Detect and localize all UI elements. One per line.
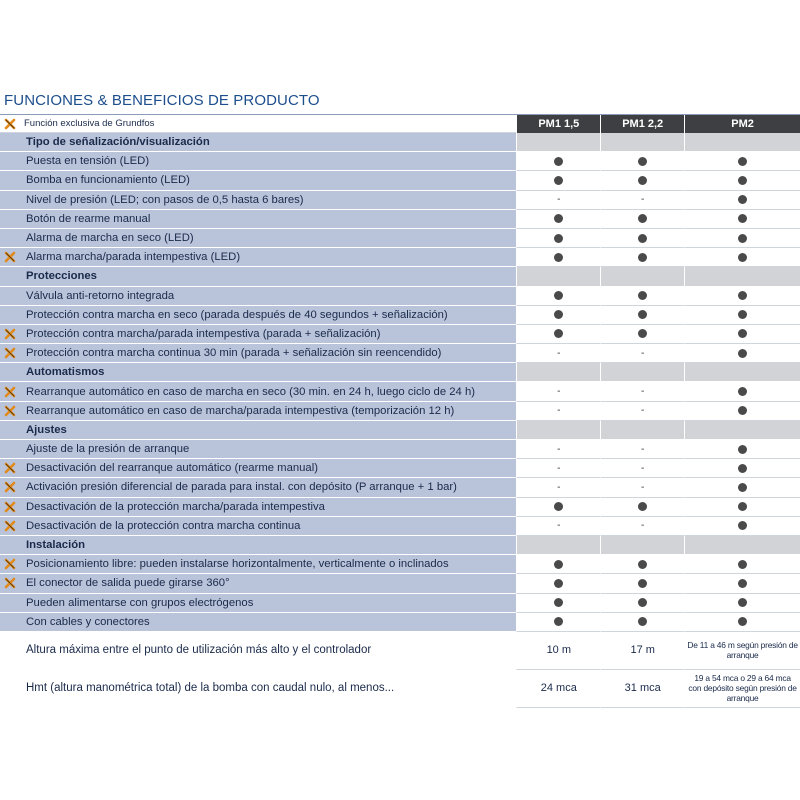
- value-cell: [684, 574, 800, 593]
- value-cell: [516, 133, 600, 152]
- value-cell: [684, 152, 800, 171]
- table-row: [0, 555, 800, 574]
- feature-label: Protecciones: [26, 270, 97, 283]
- value-cell: [600, 498, 684, 517]
- feature-label: Pueden alimentarse con grupos electrógenos: [26, 596, 254, 609]
- filled-dot-icon: [738, 349, 747, 358]
- table-row: [0, 344, 800, 363]
- feature-label: Activación presión diferencial de parada para instal. con depósito (P arranque + 1 bar): [26, 481, 457, 494]
- feature-cell: [0, 382, 516, 401]
- value-cell: [600, 402, 684, 421]
- value-cell: [600, 613, 684, 632]
- filled-dot-icon: [738, 310, 747, 319]
- x-mark-icon: [4, 328, 16, 340]
- mark-slot: [4, 328, 26, 340]
- value-text: 31 mca: [624, 682, 661, 695]
- value-cell: [600, 421, 684, 440]
- value-cell: [516, 574, 600, 593]
- legend-text: Función exclusiva de Grundfos: [24, 118, 155, 129]
- dash-value: -: [557, 520, 561, 532]
- table-row: [0, 248, 800, 267]
- table-row: [0, 229, 800, 248]
- filled-dot-icon: [638, 329, 647, 338]
- value-text: 19 a 54 mca o 29 a 64 mca con depósito según presión de arranque: [688, 673, 797, 704]
- section-title: [0, 133, 516, 152]
- value-cell: [600, 670, 684, 708]
- value-cell: [600, 191, 684, 210]
- dash-value: -: [641, 462, 645, 474]
- table-row: [0, 517, 800, 536]
- x-mark-icon: [4, 251, 16, 263]
- value-cell: [600, 574, 684, 593]
- value-cell: [516, 191, 600, 210]
- value-cell: [516, 152, 600, 171]
- table-row: [0, 210, 800, 229]
- dash-value: -: [557, 347, 561, 359]
- filled-dot-icon: [638, 579, 647, 588]
- filled-dot-icon: [554, 560, 563, 569]
- feature-cell: [0, 306, 516, 325]
- table-row: [0, 574, 800, 593]
- value-cell: [684, 478, 800, 497]
- filled-dot-icon: [554, 617, 563, 626]
- feature-label: Válvula anti-retorno integrada: [26, 289, 175, 302]
- feature-label: Con cables y conectores: [26, 615, 150, 628]
- section-row: [0, 363, 800, 382]
- section-row: [0, 536, 800, 555]
- value-cell: [684, 536, 800, 555]
- filled-dot-icon: [554, 234, 563, 243]
- mark-slot: [4, 386, 26, 398]
- feature-label: Alarma marcha/parada intempestiva (LED): [26, 251, 241, 264]
- value-cell: [600, 229, 684, 248]
- filled-dot-icon: [554, 253, 563, 262]
- filled-dot-icon: [638, 157, 647, 166]
- feature-cell: [0, 229, 516, 248]
- feature-cell: [0, 171, 516, 190]
- value-cell: [684, 440, 800, 459]
- column-header-pm1-15: PM1 1,5: [516, 115, 600, 133]
- value-cell: [516, 248, 600, 267]
- dash-value: -: [641, 520, 645, 532]
- value-text: 10 m: [546, 644, 572, 657]
- value-cell: [600, 594, 684, 613]
- feature-cell: [0, 594, 516, 613]
- feature-cell: [0, 152, 516, 171]
- value-cell: [684, 670, 800, 708]
- value-cell: [684, 632, 800, 670]
- feature-label: Nivel de presión (LED; con pasos de 0,5 hasta 6 bares): [26, 193, 304, 206]
- x-mark-icon: [4, 481, 16, 493]
- table-row: [0, 191, 800, 210]
- filled-dot-icon: [738, 502, 747, 511]
- table-row: [0, 287, 800, 306]
- dash-value: -: [641, 194, 645, 206]
- feature-cell: [0, 574, 516, 593]
- column-header-pm1-22: PM1 2,2: [600, 115, 684, 133]
- filled-dot-icon: [554, 176, 563, 185]
- value-cell: [684, 210, 800, 229]
- value-cell: [600, 459, 684, 478]
- value-cell: [684, 613, 800, 632]
- value-cell: [516, 440, 600, 459]
- mark-slot: [4, 520, 26, 532]
- filled-dot-icon: [554, 157, 563, 166]
- value-cell: [684, 229, 800, 248]
- value-cell: [516, 670, 600, 708]
- filled-dot-icon: [554, 329, 563, 338]
- value-cell: [684, 363, 800, 382]
- feature-label: Altura máxima entre el punto de utilización más alto y el controlador: [26, 644, 372, 657]
- value-cell: [600, 267, 684, 286]
- filled-dot-icon: [638, 617, 647, 626]
- table-row: [0, 459, 800, 478]
- value-cell: [600, 152, 684, 171]
- value-cell: [516, 478, 600, 497]
- table-row: [0, 670, 800, 708]
- value-cell: [516, 325, 600, 344]
- mark-slot: [4, 558, 26, 570]
- feature-label: Protección contra marcha/parada intempestiva (parada + señalización): [26, 327, 381, 340]
- value-cell: [516, 210, 600, 229]
- feature-label: Ajuste de la presión de arranque: [26, 443, 190, 456]
- feature-label: Tipo de señalización/visualización: [26, 136, 210, 149]
- feature-label: Instalación: [26, 539, 86, 552]
- filled-dot-icon: [638, 560, 647, 569]
- feature-cell: [0, 555, 516, 574]
- x-mark-icon: [4, 577, 16, 589]
- value-cell: [516, 382, 600, 401]
- value-cell: [684, 594, 800, 613]
- filled-dot-icon: [738, 464, 747, 473]
- value-cell: [600, 517, 684, 536]
- feature-cell: [0, 440, 516, 459]
- filled-dot-icon: [738, 617, 747, 626]
- filled-dot-icon: [738, 445, 747, 454]
- feature-label: Rearranque automático en caso de marcha/parada intempestiva (temporización 12 h): [26, 404, 455, 417]
- feature-cell: [0, 210, 516, 229]
- filled-dot-icon: [554, 310, 563, 319]
- x-mark-icon: [4, 386, 16, 398]
- feature-cell: [0, 632, 516, 670]
- value-cell: [516, 498, 600, 517]
- value-cell: [516, 421, 600, 440]
- filled-dot-icon: [738, 598, 747, 607]
- value-cell: [516, 536, 600, 555]
- value-text: De 11 a 46 m según presión de arranque: [687, 640, 798, 661]
- section-row: [0, 133, 800, 152]
- feature-label: Protección contra marcha en seco (parada después de 40 segundos + señalización): [26, 308, 448, 321]
- feature-label: Botón de rearme manual: [26, 212, 151, 225]
- filled-dot-icon: [738, 253, 747, 262]
- feature-cell: [0, 613, 516, 632]
- feature-label: Puesta en tensión (LED): [26, 155, 150, 168]
- dash-value: -: [641, 481, 645, 493]
- value-cell: [516, 287, 600, 306]
- value-cell: [600, 133, 684, 152]
- value-cell: [684, 133, 800, 152]
- value-cell: [600, 210, 684, 229]
- filled-dot-icon: [554, 579, 563, 588]
- dash-value: -: [557, 194, 561, 206]
- page-title: FUNCIONES & BENEFICIOS DE PRODUCTO: [4, 92, 320, 109]
- feature-cell: [0, 498, 516, 517]
- mark-slot: [4, 347, 26, 359]
- filled-dot-icon: [638, 502, 647, 511]
- feature-label: Posicionamiento libre: pueden instalarse horizontalmente, verticalmente o inclinados: [26, 558, 449, 571]
- mark-slot: [4, 481, 26, 493]
- filled-dot-icon: [554, 598, 563, 607]
- filled-dot-icon: [738, 579, 747, 588]
- table-row: [0, 382, 800, 401]
- value-cell: [684, 248, 800, 267]
- value-cell: [600, 440, 684, 459]
- feature-label: Ajustes: [26, 423, 67, 436]
- value-cell: [600, 478, 684, 497]
- feature-cell: [0, 287, 516, 306]
- dash-value: -: [557, 443, 561, 455]
- feature-label: Protección contra marcha continua 30 min (parada + señalización sin reencendido): [26, 347, 442, 360]
- value-text: 17 m: [630, 644, 655, 657]
- value-cell: [684, 382, 800, 401]
- section-row: [0, 267, 800, 286]
- feature-cell: [0, 478, 516, 497]
- table-row: [0, 402, 800, 421]
- value-cell: [516, 363, 600, 382]
- filled-dot-icon: [738, 234, 747, 243]
- table-row: [0, 594, 800, 613]
- value-cell: [600, 382, 684, 401]
- value-cell: [516, 229, 600, 248]
- feature-label: El conector de salida puede girarse 360°: [26, 577, 230, 590]
- table-row: [0, 632, 800, 670]
- value-cell: [600, 363, 684, 382]
- filled-dot-icon: [738, 560, 747, 569]
- legend-row: [0, 115, 800, 133]
- value-cell: [684, 287, 800, 306]
- filled-dot-icon: [738, 329, 747, 338]
- x-mark-icon: [4, 405, 16, 417]
- legend-cell: [0, 115, 516, 133]
- value-cell: [600, 325, 684, 344]
- filled-dot-icon: [738, 483, 747, 492]
- feature-cell: [0, 344, 516, 363]
- dash-value: -: [641, 405, 645, 417]
- feature-cell: [0, 459, 516, 478]
- value-cell: [516, 267, 600, 286]
- mark-slot: [4, 251, 26, 263]
- legend-mark-slot: [4, 118, 24, 130]
- filled-dot-icon: [738, 195, 747, 204]
- table-row: [0, 440, 800, 459]
- column-header-pm2: PM2: [684, 115, 800, 133]
- value-cell: [516, 344, 600, 363]
- filled-dot-icon: [638, 253, 647, 262]
- filled-dot-icon: [638, 234, 647, 243]
- dash-value: -: [557, 386, 561, 398]
- value-cell: [684, 325, 800, 344]
- filled-dot-icon: [554, 214, 563, 223]
- section-title: [0, 267, 516, 286]
- filled-dot-icon: [638, 214, 647, 223]
- feature-cell: [0, 670, 516, 708]
- value-cell: [684, 344, 800, 363]
- value-cell: [516, 594, 600, 613]
- value-cell: [600, 536, 684, 555]
- filled-dot-icon: [554, 502, 563, 511]
- feature-label: Desactivación de la protección marcha/parada intempestiva: [26, 500, 325, 513]
- table-row: [0, 306, 800, 325]
- value-cell: [516, 632, 600, 670]
- value-cell: [516, 459, 600, 478]
- feature-label: Desactivación de la protección contra marcha continua: [26, 519, 301, 532]
- value-cell: [516, 517, 600, 536]
- x-mark-icon: [4, 347, 16, 359]
- value-cell: [600, 555, 684, 574]
- filled-dot-icon: [738, 406, 747, 415]
- features-table: [0, 115, 800, 708]
- value-text: 24 mca: [540, 682, 577, 695]
- feature-cell: [0, 402, 516, 421]
- feature-cell: [0, 517, 516, 536]
- filled-dot-icon: [638, 291, 647, 300]
- value-cell: [516, 171, 600, 190]
- x-mark-icon: [4, 501, 16, 513]
- filled-dot-icon: [738, 214, 747, 223]
- mark-slot: [4, 501, 26, 513]
- x-mark-icon: [4, 462, 16, 474]
- dash-value: -: [557, 462, 561, 474]
- feature-label: Automatismos: [26, 366, 105, 379]
- mark-slot: [4, 405, 26, 417]
- value-cell: [684, 402, 800, 421]
- value-cell: [684, 421, 800, 440]
- section-row: [0, 421, 800, 440]
- filled-dot-icon: [738, 291, 747, 300]
- filled-dot-icon: [738, 157, 747, 166]
- filled-dot-icon: [638, 176, 647, 185]
- mark-slot: [4, 462, 26, 474]
- value-cell: [516, 555, 600, 574]
- value-cell: [600, 632, 684, 670]
- feature-label: Bomba en funcionamiento (LED): [26, 174, 190, 187]
- value-cell: [684, 267, 800, 286]
- value-cell: [516, 306, 600, 325]
- table-row: [0, 152, 800, 171]
- section-title: [0, 536, 516, 555]
- filled-dot-icon: [738, 176, 747, 185]
- value-cell: [684, 555, 800, 574]
- value-cell: [600, 248, 684, 267]
- value-cell: [600, 344, 684, 363]
- feature-label: Hmt (altura manométrica total) de la bomba con caudal nulo, al menos...: [26, 682, 395, 695]
- dash-value: -: [641, 443, 645, 455]
- value-cell: [600, 171, 684, 190]
- value-cell: [684, 191, 800, 210]
- value-cell: [516, 402, 600, 421]
- feature-cell: [0, 248, 516, 267]
- dash-value: -: [641, 386, 645, 398]
- value-cell: [684, 498, 800, 517]
- table-row: [0, 498, 800, 517]
- section-title: [0, 421, 516, 440]
- dash-value: -: [641, 347, 645, 359]
- x-mark-icon: [4, 558, 16, 570]
- value-cell: [684, 171, 800, 190]
- feature-cell: [0, 325, 516, 344]
- table-body: [0, 133, 800, 708]
- table-row: [0, 325, 800, 344]
- feature-label: Rearranque automático en caso de marcha en seco (30 min. en 24 h, luego ciclo de 24 h): [26, 385, 476, 398]
- value-cell: [684, 459, 800, 478]
- filled-dot-icon: [738, 387, 747, 396]
- table-row: [0, 613, 800, 632]
- dash-value: -: [557, 405, 561, 417]
- section-title: [0, 363, 516, 382]
- table-row: [0, 478, 800, 497]
- feature-cell: [0, 191, 516, 210]
- value-cell: [684, 517, 800, 536]
- feature-label: Desactivación del rearranque automático (rearme manual): [26, 462, 318, 475]
- filled-dot-icon: [738, 521, 747, 530]
- filled-dot-icon: [638, 310, 647, 319]
- x-mark-icon: [4, 118, 16, 130]
- filled-dot-icon: [554, 291, 563, 300]
- value-cell: [684, 306, 800, 325]
- table-row: [0, 171, 800, 190]
- feature-label: Alarma de marcha en seco (LED): [26, 232, 194, 245]
- value-cell: [600, 287, 684, 306]
- filled-dot-icon: [638, 598, 647, 607]
- value-cell: [516, 613, 600, 632]
- dash-value: -: [557, 481, 561, 493]
- x-mark-icon: [4, 520, 16, 532]
- value-cell: [600, 306, 684, 325]
- mark-slot: [4, 577, 26, 589]
